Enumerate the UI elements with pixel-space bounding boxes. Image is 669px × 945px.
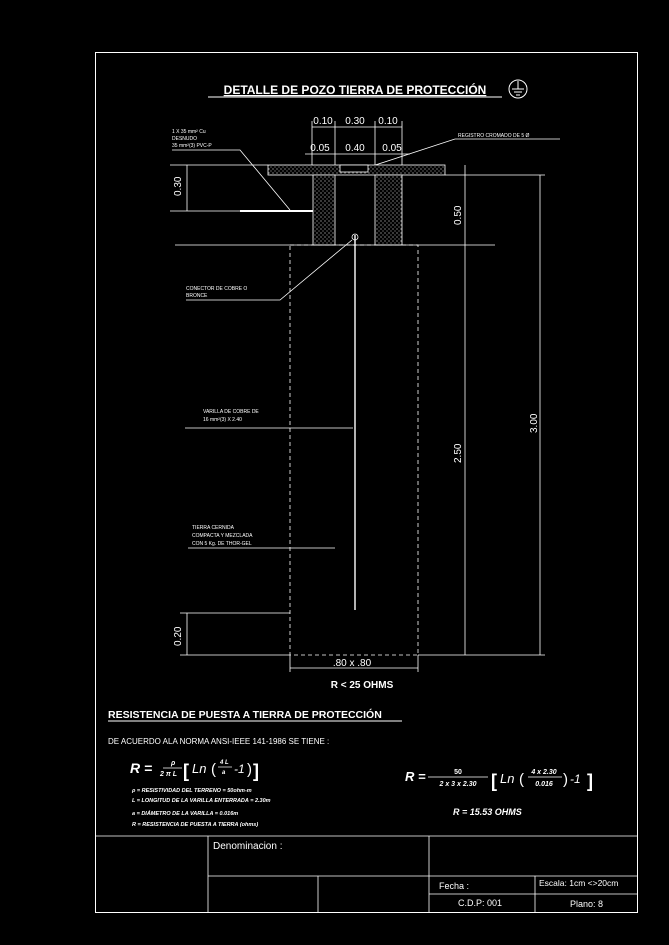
svg-text:-1: -1	[570, 772, 581, 786]
svg-text:2 π L: 2 π L	[160, 771, 178, 778]
title-block	[95, 836, 637, 912]
bottom-dimensions	[180, 613, 418, 672]
label-conector-1: CONECTOR DE COBRE O	[186, 286, 248, 292]
right-dimensions	[418, 165, 545, 655]
tb-escala: Escala: 1cm <>20cm	[539, 878, 619, 888]
svg-text:(: (	[519, 771, 524, 788]
label-varilla-2: 16 mm²(3) X 2.40	[203, 417, 242, 423]
svg-text:a: a	[222, 770, 226, 776]
legend-l: L = LONGITUD DE LA VARILLA ENTERRADA = 2.30m	[132, 798, 271, 804]
dim-sec-c: 0.05	[382, 143, 402, 154]
tb-cdp: C.D.P: 001	[458, 898, 503, 908]
formula-calculated	[405, 769, 593, 791]
svg-text:R =: R =	[130, 760, 153, 776]
svg-text:4 x 2.30: 4 x 2.30	[531, 769, 557, 776]
label-tierra-3: CON 5 Kg. DE THOR-GEL	[192, 541, 252, 547]
svg-text:0.016: 0.016	[535, 781, 553, 788]
legend-rho: ρ = RESISTIVIDAD DEL TERRENO = 50ohm-m	[132, 788, 252, 794]
svg-text:]: ]	[587, 771, 593, 791]
tb-fecha: Fecha :	[439, 881, 470, 891]
label-cable-3: 35 mm²(3) PVC-P	[172, 143, 212, 149]
dim-top-c: 0.10	[378, 116, 398, 127]
svg-text:(: (	[211, 761, 216, 778]
ground-symbol-icon	[509, 80, 527, 98]
svg-text:-1: -1	[234, 762, 245, 776]
label-cable-1: 1 X 35 mm² Cu	[172, 129, 206, 135]
label-conector-2: BRONCE	[186, 293, 208, 299]
dim-top-a: 0.10	[313, 116, 333, 127]
formula-general	[130, 760, 259, 781]
svg-text:Ln: Ln	[192, 761, 207, 776]
svg-text:]: ]	[253, 761, 259, 781]
label-tierra-1: TIERRA CERNIDA	[192, 525, 234, 531]
svg-text:50: 50	[454, 769, 462, 776]
label-varilla-1: VARILLA DE COBRE DE	[203, 409, 259, 415]
section-title: RESISTENCIA DE PUESTA A TIERRA DE PROTECCIÓN	[108, 709, 382, 721]
result-value: R = 15.53 OHMS	[453, 807, 522, 817]
svg-text:[: [	[183, 761, 189, 781]
tb-denominacion: Denominacion :	[213, 841, 283, 852]
drawing-title: DETALLE DE POZO TIERRA DE PROTECCIÓN	[223, 83, 487, 97]
tb-plano: Plano: 8	[570, 899, 604, 909]
svg-text:ρ: ρ	[171, 760, 176, 767]
norma-text: DE ACUERDO ALA NORMA ANSI-IEEE 141-1986 SE TIENE :	[108, 737, 330, 746]
dim-depth-total: 3.00	[529, 413, 540, 433]
dim-bottom-h: 0.20	[173, 626, 184, 646]
dim-width: .80 x .80	[332, 658, 372, 669]
svg-text:2 x 3 x 2.30: 2 x 3 x 2.30	[439, 781, 477, 788]
svg-text:Ln: Ln	[500, 771, 515, 786]
svg-text:): )	[563, 771, 568, 788]
label-registro: REGISTRO CROMADO DE 5 Ø	[458, 133, 530, 139]
svg-text:4 L: 4 L	[220, 760, 229, 766]
legend-r: R = RESISTENCIA DE PUESTA A TIERRA (ohms)	[132, 822, 259, 828]
legend-a: a = DIÁMETRO DE LA VARILLA = 0.016m	[132, 811, 239, 817]
label-tierra-2: COMPACTA Y MEZCLADA	[192, 533, 253, 539]
dim-sec-a: 0.05	[310, 143, 330, 154]
dim-sec-b: 0.40	[345, 143, 365, 154]
dim-top-b: 0.30	[345, 116, 365, 127]
dim-left-h: 0.30	[173, 176, 184, 196]
label-cable-2: DESNUDO	[172, 136, 198, 142]
svg-text:[: [	[491, 771, 497, 791]
pit-outline	[290, 245, 418, 655]
dim-depth-inner: 2.50	[453, 443, 464, 463]
dim-right-h: 0.50	[453, 205, 464, 225]
leader-cable	[172, 150, 290, 210]
svg-text:): )	[247, 761, 252, 778]
svg-text:R =: R =	[405, 769, 426, 784]
registro-box	[268, 165, 445, 245]
resistance-note: R < 25 OHMS	[330, 680, 394, 691]
